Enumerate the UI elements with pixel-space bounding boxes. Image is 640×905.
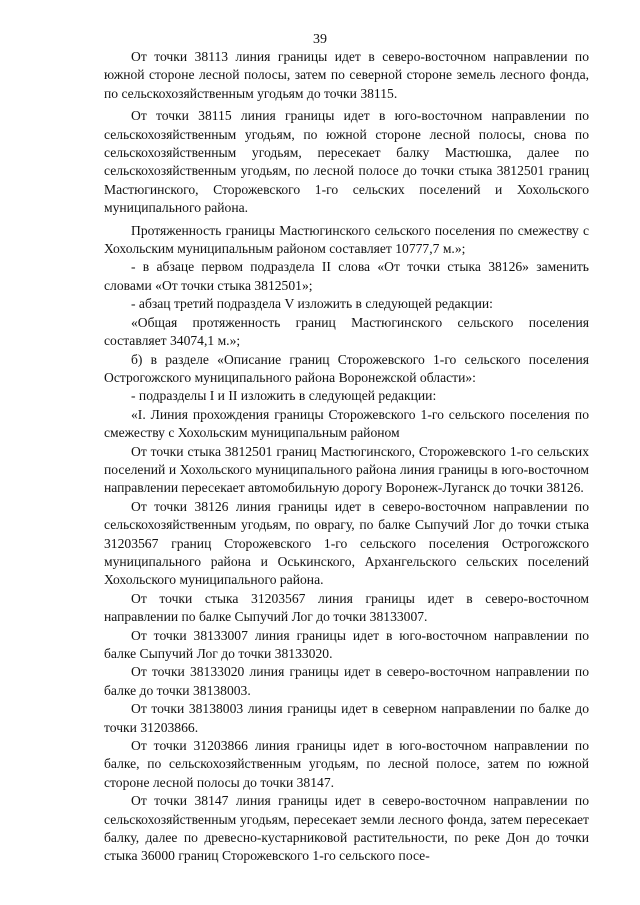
paragraph: От точки стыка 3812501 границ Мастюгинского, Сторожевского 1-го сельских поселений и Хохольского муниципального района линия границы в юго-восточном направлении пересекает автомобильную дорогу Воронеж-Луганск до точки 38126. [104,443,589,496]
paragraph: От точки 38113 линия границы идет в северо-восточном направлении по южной стороне лесной полосы, затем по северной стороне земель лесного фонда, по сельскохозяйственным угодьям до точки 38115. [104,49,589,101]
paragraph: От точки 38138003 линия границы идет в северном направлении по балке до точки 31203866. [104,701,589,735]
paragraph: От точки 38133007 линия границы идет в юго-восточном направлении по балке Сыпучий Лог до точки 38133020. [104,627,589,661]
paragraph: - в абзаце первом подраздела II слова «От точки стыка 38126» заменить словами «От точки стыка 3812501»; [104,259,589,293]
paragraph: Протяженность границы Мастюгинского сельского поселения по смежеству с Хохольским муниципальным районом составляет 10777,7 м.»; [104,222,589,257]
paragraph: «Общая протяженность границ Мастюгинского сельского поселения составляет 34074,1 м.»; [104,314,589,349]
paragraph: От точки 31203866 линия границы идет в юго-восточном направлении по балке, по сельскохозяйственным угодьям, по лесной полосе, затем по южной стороне лесной полосы до точки 38147. [104,738,589,790]
paragraph: От точки 38115 линия границы идет в юго-восточном направлении по сельскохозяйственным угодьям, по южной стороне лесной полосы, снова по сельскохозяйственным угодьям, пересекает балку Мастюшка, далее по сельскохозяйственным угодьям, по лесной полосе до точки стыка 3812501 границ Мастюгинского, Сторожевского 1-го сельских поселений и Хохольского муниципального района. [104,108,589,216]
paragraph: - подразделы I и II изложить в следующей редакции: [131,388,437,404]
subsection-heading: «I. Линия прохождения границы Сторожевского 1-го сельского поселения по смежеству с Хохольским муниципальным районом [104,406,589,441]
paragraph: б) в разделе «Описание границ Сторожевского 1-го сельского поселения Острогожского муниципального района Воронежской области»: [104,351,589,385]
document-body [104,48,589,866]
paragraph: От точки 38126 линия границы идет в северо-восточном направлении по сельскохозяйственным угодьям, по оврагу, по балке Сыпучий Лог до точки стыка 31203567 границ Сторожевского 1-го сельского поселения Острогожского муниципального района и Оськинского, Архангельского сельских поселений Хохольского муниципального района. [104,498,589,588]
paragraph: От точки 38133020 линия границы идет в северо-восточном направлении по балке до точки 38138003. [104,664,589,698]
paragraph: - абзац третий подраздела V изложить в следующей редакции: [131,296,493,312]
paragraph: От точки стыка 31203567 линия границы идет в северо-восточном направлении по балке Сыпучий Лог до точки 38133007. [104,590,589,625]
paragraph: От точки 38147 линия границы идет в северо-восточном направлении по сельскохозяйственным угодьям, пересекает земли лесного фонда, затем пересекает балку, далее по древесно-кустарниковой растительности, по реке Дон до точки стыка 36000 границ Сторожевского 1-го сельского посе- [104,793,589,864]
page-number: 39 [313,32,327,47]
